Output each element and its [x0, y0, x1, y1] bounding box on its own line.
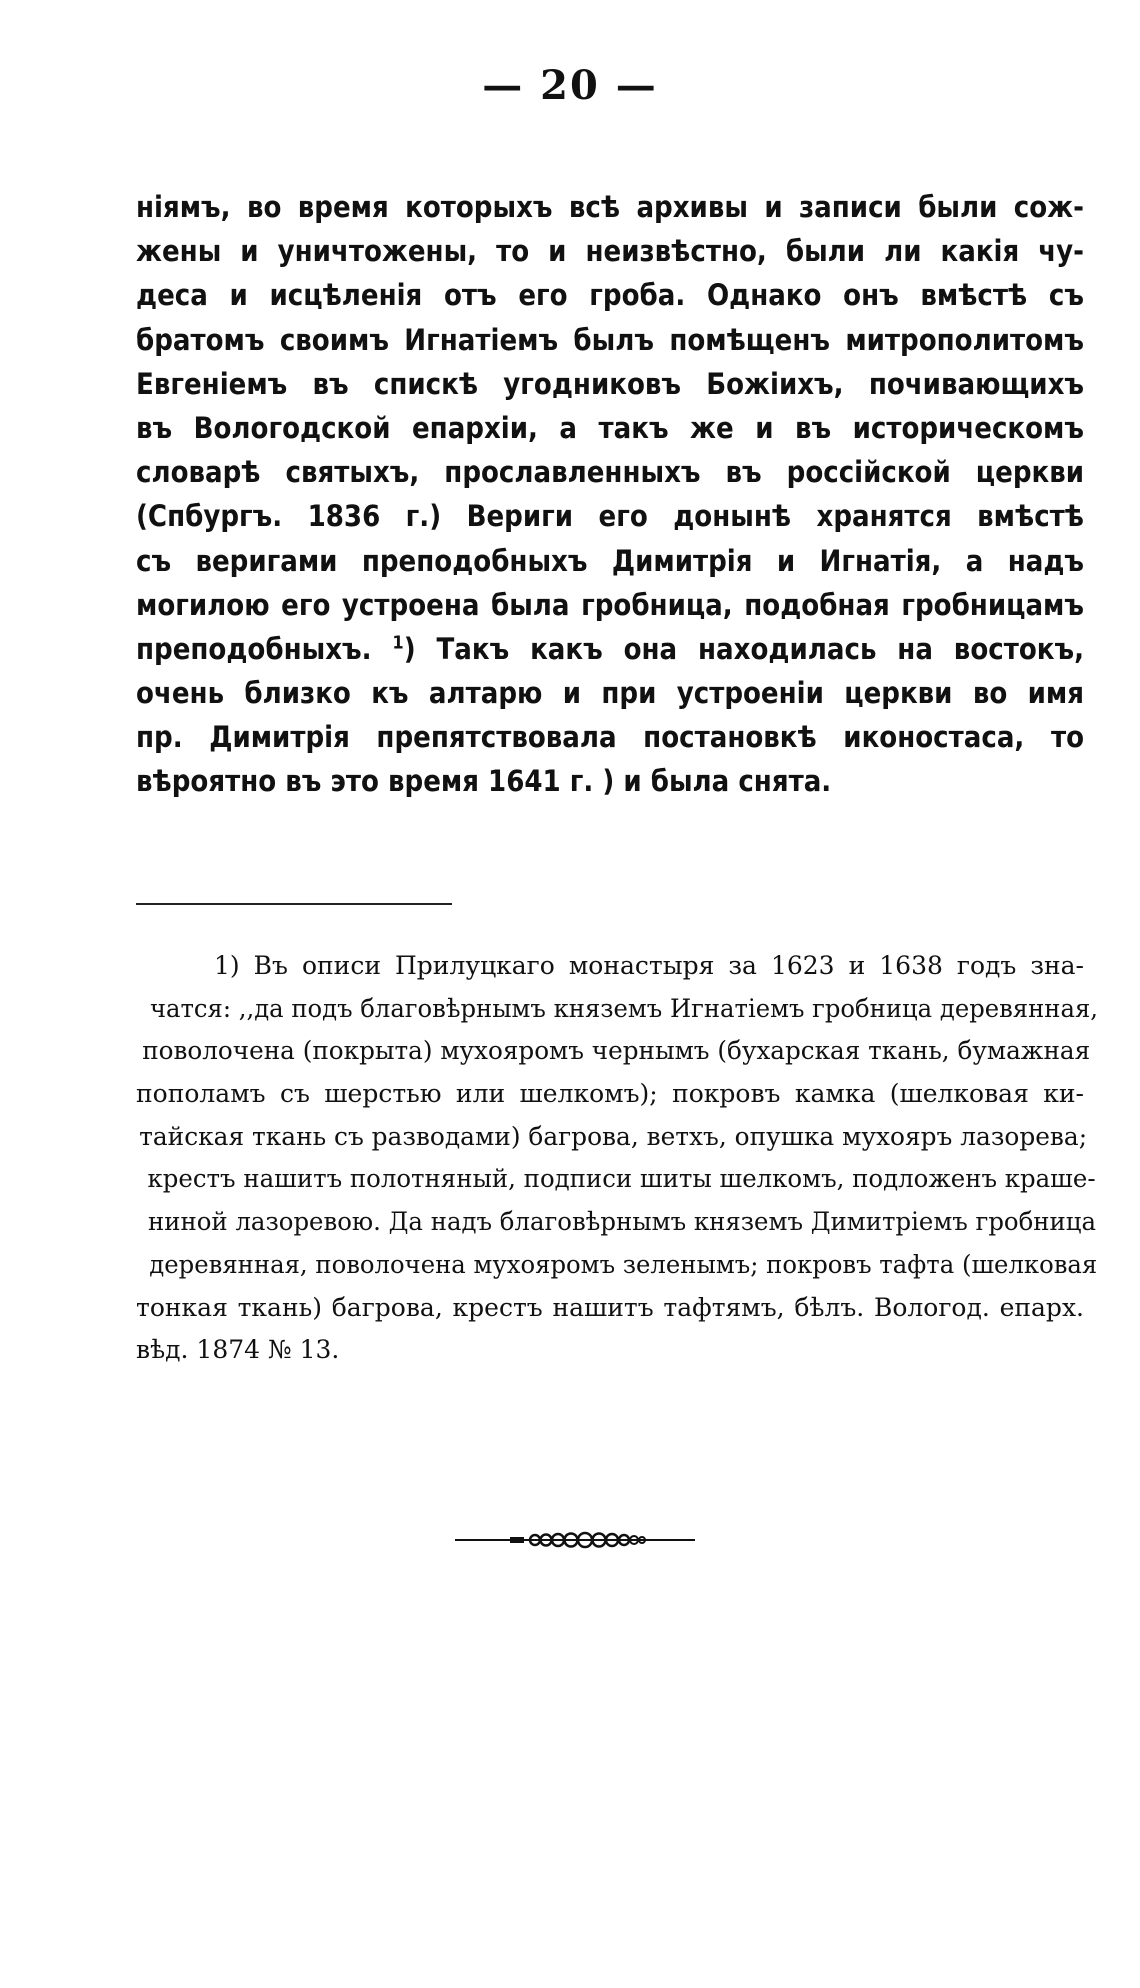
footnote-line: крестъ нашитъ полотняный, подписи шиты шелкомъ, подложенъ краше- [147, 1164, 1096, 1194]
footnote-reference: 1 [392, 632, 404, 654]
main-text-line: (Спбургъ. 1836 г.) Вериги его донынѣ хранятся вмѣстѣ [136, 499, 1084, 534]
footnote-block [136, 945, 1098, 1372]
footnote-line: поволочена (покрыта) мухояромъ чернымъ (бухарская ткань, бумажная [142, 1036, 1091, 1066]
end-ornament-icon [455, 1531, 695, 1549]
footnote-line: тонкая ткань) багрова, крестъ нашитъ тафтямъ, бѣлъ. Вологод. епарх. [136, 1292, 1084, 1322]
main-text-fragment: преподобныхъ. [136, 631, 372, 666]
main-text-block [136, 185, 1084, 804]
main-text-line: съ веригами преподобныхъ Димитрія и Игнатія, а надъ [136, 543, 1084, 578]
main-text-line: ніямъ, во время которыхъ всѣ архивы и записи были сож- [136, 190, 1084, 224]
footnote-line: пополамъ съ шерстью или шелкомъ); покровъ камка (шелковая ки- [136, 1079, 1084, 1109]
main-text-line-with-footnote-ref [136, 627, 1084, 671]
footnote-line: 1) Въ описи Прилуцкаго монастыря за 1623 и 1638 годъ зна- [214, 951, 1084, 980]
page-number: — 20 — [482, 62, 658, 109]
main-text-line: очень близко къ алтарю и при устроеніи церкви во имя [136, 676, 1084, 711]
main-text-line: жены и уничтожены, то и неизвѣстно, были ли какія чу- [136, 234, 1084, 269]
footnote-line: чатся: ,,да подъ благовѣрнымъ княземъ Игнатіемъ гробница деревянная, [149, 993, 1098, 1023]
footnote-line: деревянная, поволочена мухояромъ зеленымъ; покровъ тафта (шелковая [149, 1249, 1098, 1279]
footnote-line: тайская ткань съ разводами) багрова, ветхъ, опушка мухояръ лазорева; [139, 1121, 1088, 1151]
main-text-line: пр. Димитрія препятствовала постановкѣ иконостаса, то [136, 720, 1084, 755]
footnote-separator-rule [136, 903, 452, 905]
main-text-line: деса и исцѣленія отъ его гроба. Однако онъ вмѣстѣ съ [136, 278, 1084, 313]
main-text-line: могилою его устроена была гробница, подобная гробницамъ [136, 587, 1084, 622]
main-text-line: вѣроятно въ это время 1641 г. ) и была снята. [136, 764, 832, 799]
footnote-line: вѣд. 1874 № 13. [136, 1335, 340, 1365]
main-text-line: Евгеніемъ въ спискѣ угодниковъ Божіихъ, почивающихъ [136, 366, 1084, 401]
main-text-line: словарѣ святыхъ, прославленныхъ въ россійской церкви [136, 455, 1084, 490]
main-text-fragment: ) Такъ какъ она находилась на востокъ, [403, 631, 1084, 666]
main-text-line: въ Вологодской епархіи, а такъ же и въ историческомъ [136, 410, 1084, 445]
footnote-line: ниной лазоревою. Да надъ благовѣрнымъ княземъ Димитріемъ гробница [148, 1207, 1097, 1237]
main-text-line: братомъ своимъ Игнатіемъ былъ помѣщенъ митрополитомъ [136, 322, 1084, 357]
